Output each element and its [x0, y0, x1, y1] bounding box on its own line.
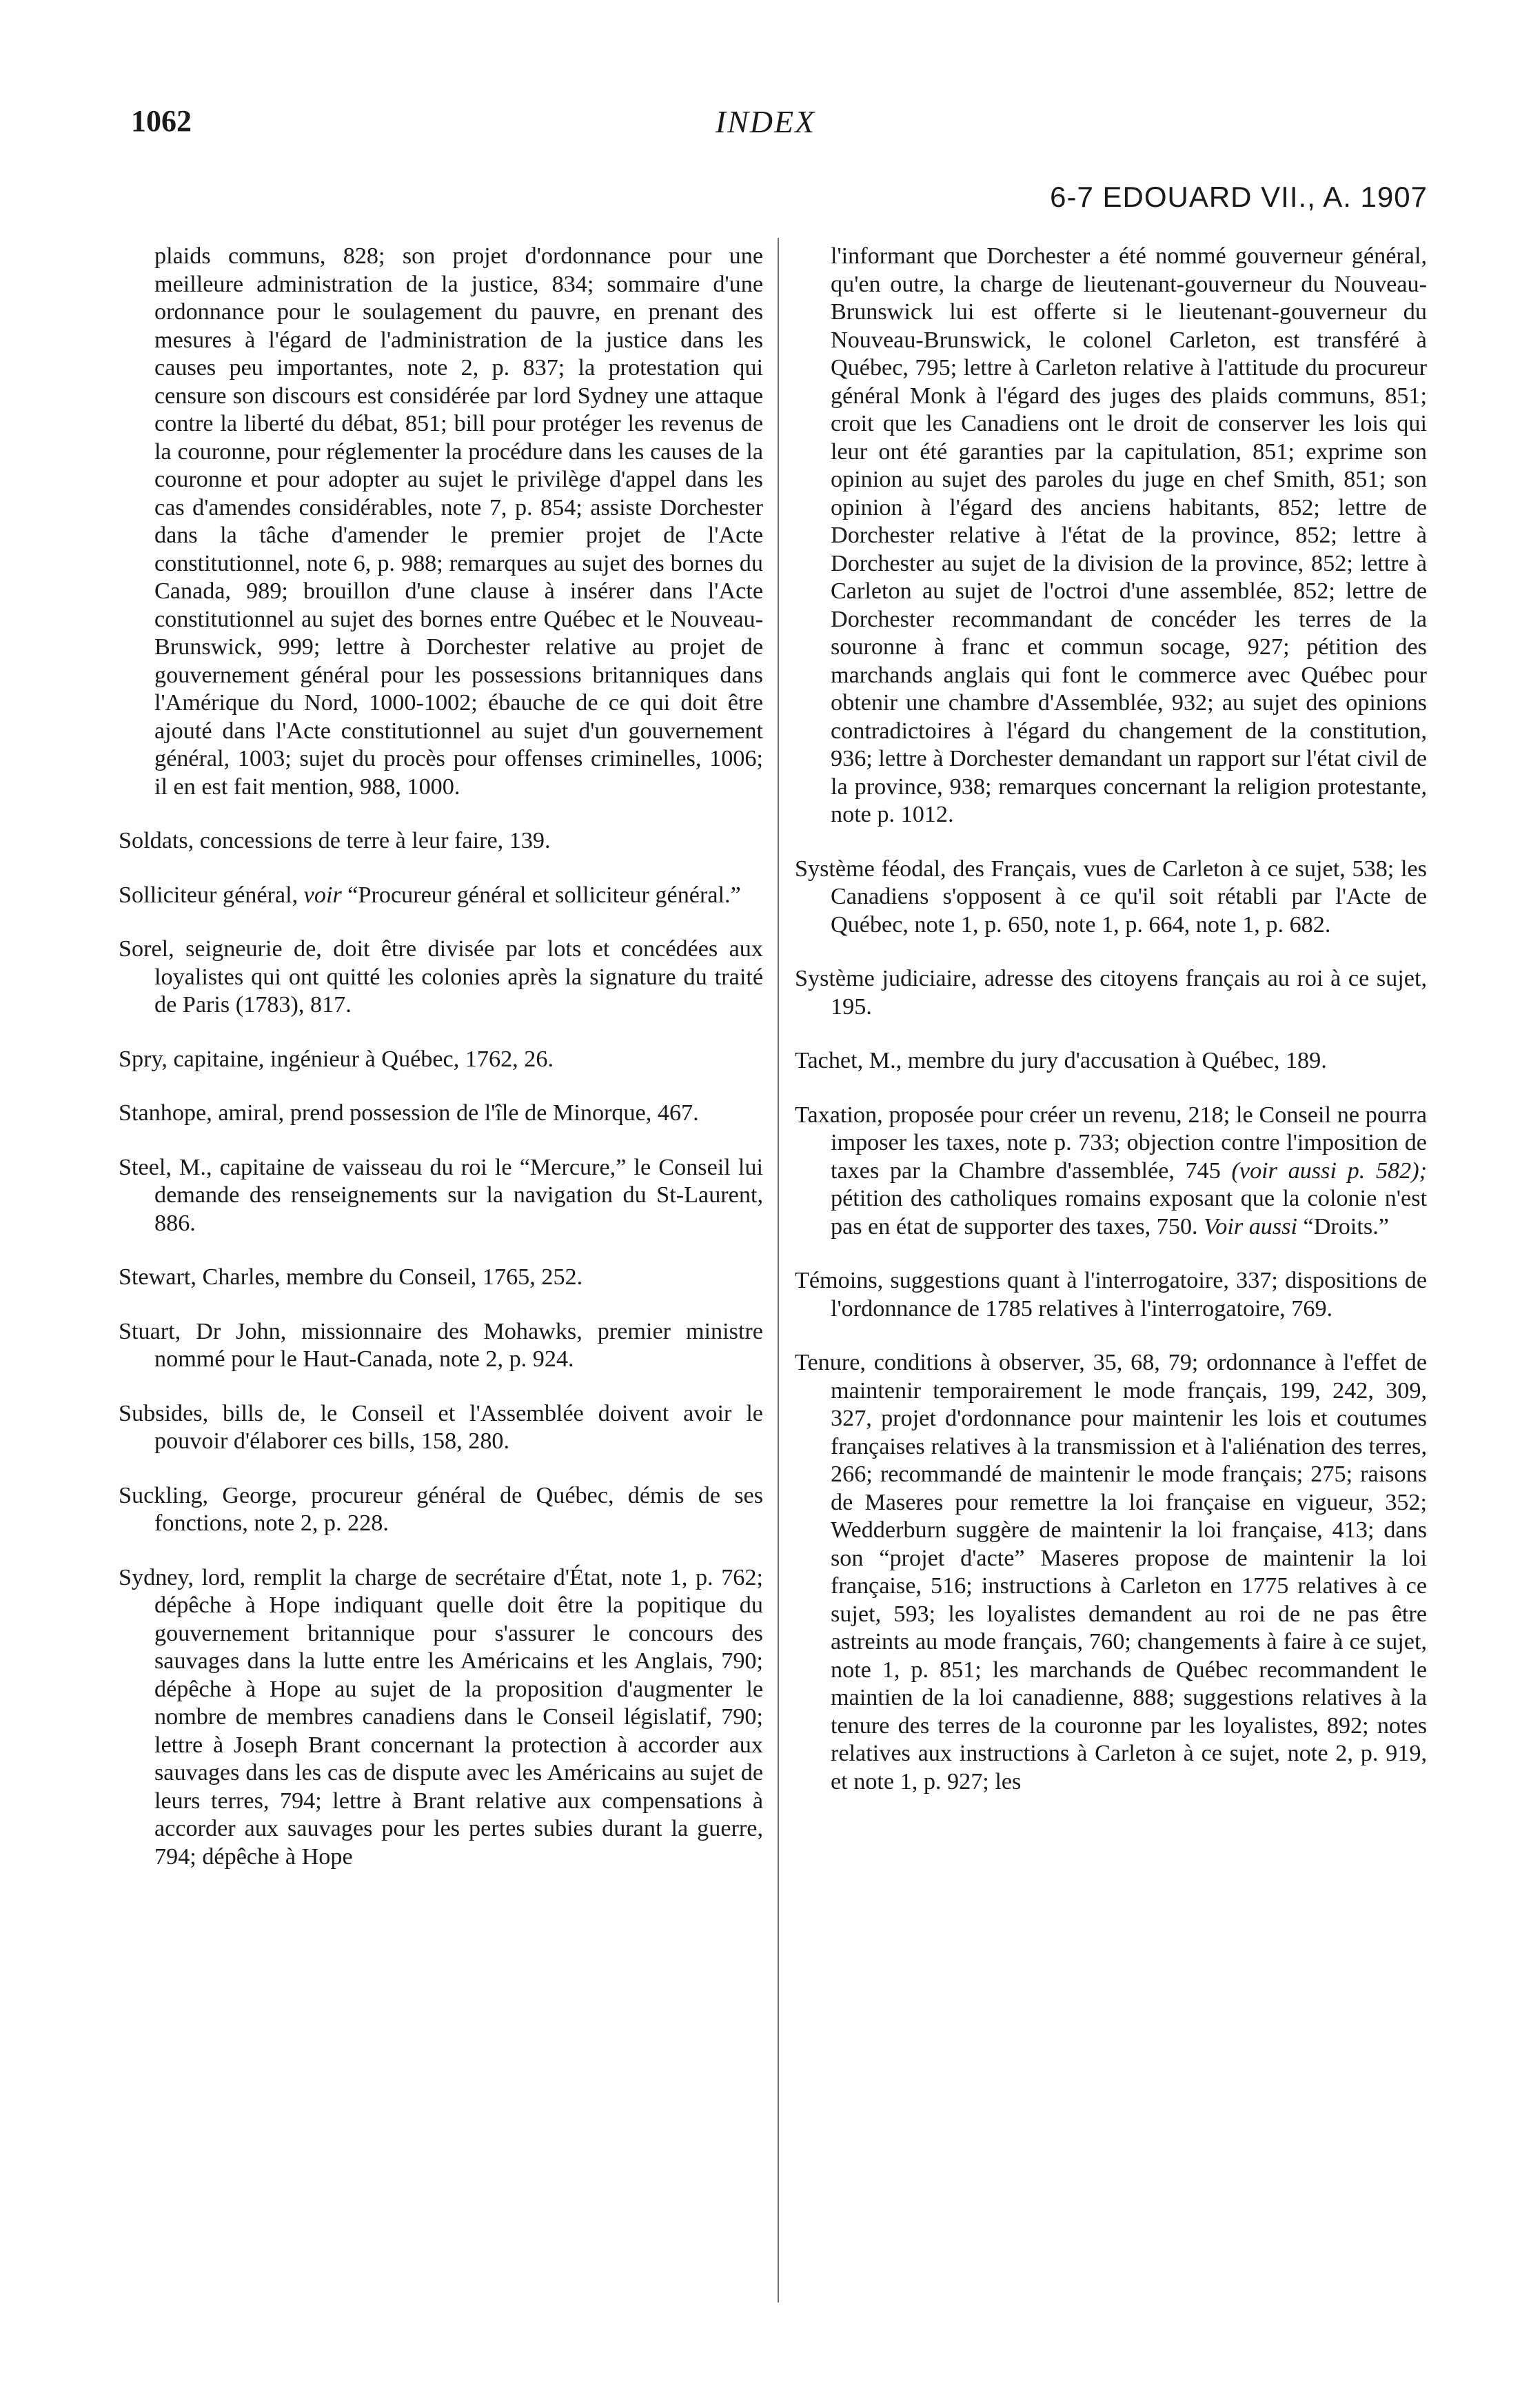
right-column — [795, 243, 1427, 1822]
column-divider — [778, 238, 779, 2303]
entry-text: pétition des catholiques romains exposant que la colonie n'est pas en état de supporter des taxes, 750. — [831, 1186, 1427, 1240]
index-entry-continuation: plaids communs, 828; son projet d'ordonnance pour une meilleure administration de la justice, 834; sommaire d'une ordonnance pour le soulagement du pauvre, en prenant des mesures à l'égard de l'administration de la justice dans les causes peu importantes, note 2, p. 837; la protestation qui censure son discours est considérée par lord Sydney une attaque contre la liberté du débat, 851; bill pour protéger les revenus de la couronne, pour réglementer la procédure dans les causes de la couronne et pour adopter au sujet le privilège d'appel dans les cas d'amendes considérables, note 7, p. 854; assiste Dorchester dans la tâche d'amender le premier projet de l'Acte constitutionnel, note 6, p. 988; remarques au sujet des bornes du Canada, 989; brouillon d'une clause à insérer dans l'Acte constitutionnel au sujet des bornes entre Québec et le Nouveau-Brunswick, 999; lettre à Dorchester relative au projet de gouvernement général pour les possessions britanniques dans l'Amérique du Nord, 1000-1002; ébauche de ce qui doit être ajouté dans l'Acte constitutionnel au sujet d'un gouvernement général, 1003; sujet du procès pour offenses criminelles, 1006; il en est fait mention, 988, 1000. — [154, 243, 763, 800]
index-entry-continuation: l'informant que Dorchester a été nommé gouverneur général, qu'en outre, la charge de lieutenant-gouverneur du Nouveau-Brunswick lui est offerte si le lieutenant-gouverneur du Nouveau-Brunswick, le colonel Carleton, est transféré à Québec, 795; lettre à Carleton relative à l'attitude du procureur général Monk à l'égard des juges des plaids communs, 851; croit que les Canadiens ont le droit de conserver les lois qui leur ont été garanties par la capitulation, 851; exprime son opinion au sujet des paroles du juge en chef Smith, 851; son opinion à l'égard des anciens habitants, 852; lettre de Dorchester relative à l'état de la province, 852; lettre à Dorchester au sujet de la division de la province, 852; lettre à Carleton au sujet de l'octroi d'une assemblée, 852; lettre de Dorchester recommandant de concéder les terres de la souronne à franc et commun socage, 927; pétition des marchands anglais qui font le commerce avec Québec pour obtenir une chambre d'Assemblée, 932; au sujet des opinions contradictoires à l'égard du changement de la constitution, 936; lettre à Dorchester demandant un rapport sur l'état civil de la province, 938; remarques concernant la religion protestante, note p. 1012. — [831, 243, 1427, 827]
index-entry-sydney: Sydney, lord, remplit la charge de secrétaire d'État, note 1, p. 762; dépêche à Hope indiquant quelle doit être la popitique du gouvernement britannique pour s'assurer le concours des sauvages dans la lutte entre les Américains et les Anglais, 790; dépêche à Hope au sujet de la proposition d'augmenter le nombre de membres canadiens dans le Conseil législatif, 790; lettre à Joseph Brant concernant la protection à accorder aux sauvages dans les cas de dispute avec les Américains au sujet de leurs terres, 794; lettre à Brant relative aux compensations à accorder aux sauvages pour les pertes subies durant la guerre, 794; dépêche à Hope — [119, 1564, 763, 1870]
index-entry-stanhope: Stanhope, amiral, prend possession de l'île de Minorque, 467. — [119, 1100, 699, 1126]
index-entry-systeme-judiciaire: Système judiciaire, adresse des citoyens français au roi à ce sujet, 195. — [795, 966, 1427, 1020]
index-entry-soldats: Soldats, concessions de terre à leur faire, 139. — [119, 828, 551, 853]
index-entry-systeme-feodal: Système féodal, des Français, vues de Carleton à ce sujet, 538; les Canadiens s'opposent à ce qu'il soit rétabli par l'Acte de Québec, note 1, p. 650, note 1, p. 664, note 1, p. 682. — [795, 856, 1427, 938]
cross-reference-voir: voir — [303, 882, 342, 908]
entry-text: “Droits.” — [1303, 1213, 1389, 1240]
entry-text: “Procureur général et solliciteur général.” — [347, 882, 741, 908]
cross-reference-voir-aussi: Voir aussi — [1204, 1213, 1297, 1240]
index-entry-taxation — [795, 1102, 1427, 1242]
page-number: 1062 — [131, 104, 192, 138]
index-entry-solliciteur — [119, 882, 763, 910]
cross-reference-voir-aussi: (voir aussi p. 582); — [1231, 1157, 1427, 1184]
index-entry-steel: Steel, M., capitaine de vaisseau du roi le “Mercure,” le Conseil lui demande des renseignements sur la navigation du St-Laurent, 886. — [119, 1154, 763, 1236]
index-entry-temoins: Témoins, suggestions quant à l'interrogatoire, 337; dispositions de l'ordonnance de 1785 relatives à l'interrogatoire, 769. — [795, 1268, 1427, 1322]
index-entry-tenure: Tenure, conditions à observer, 35, 68, 79; ordonnance à l'effet de maintenir temporairement le mode français, 199, 242, 309, 327, projet d'ordonnance pour maintenir les lois et coutumes françaises relatives à la transmission et à l'aliénation des terres, 266; recommandé de maintenir le mode français; 275; raisons de Maseres pour remettre la loi française en vigueur, 352; Wedderburn suggère de maintenir la loi française, 413; dans son “projet d'acte” Maseres propose de maintenir la loi française, 516; instructions à Carleton en 1775 relatives à ce sujet, 593; les loyalistes demandent au roi de ne pas être astreints au mode français, 760; changements à faire à ce sujet, note 1, p. 851; les marchands de Québec recommandent le maintien de la loi canadienne, 888; suggestions relatives à la tenure des terres de la couronne par les loyalistes, 892; notes relatives aux instructions à Carleton à ce sujet, note 2, p. 919, et note 1, p. 927; les — [795, 1350, 1427, 1794]
edition-line: 6-7 EDOUARD VII., A. 1907 — [1050, 181, 1428, 213]
index-entry-subsides: Subsides, bills de, le Conseil et l'Assemblée doivent avoir le pouvoir d'élaborer ces bills, 158, 280. — [119, 1400, 763, 1454]
index-entry-stewart: Stewart, Charles, membre du Conseil, 1765, 252. — [119, 1264, 583, 1290]
running-head: INDEX — [715, 104, 816, 139]
index-entry-tachet: Tachet, M., membre du jury d'accusation à Québec, 189. — [795, 1048, 1327, 1073]
index-entry-stuart: Stuart, Dr John, missionnaire des Mohawks, premier ministre nommé pour le Haut-Canada, note 2, p. 924. — [119, 1318, 763, 1372]
entry-text: Solliciteur général, — [119, 882, 298, 908]
index-entry-sorel: Sorel, seigneurie de, doit être divisée par lots et concédées aux loyalistes qui ont quitté les colonies après la signature du traité de Paris (1783), 817. — [119, 936, 763, 1018]
index-entry-spry: Spry, capitaine, ingénieur à Québec, 1762, 26. — [119, 1046, 554, 1072]
entry-text: Taxation, proposée pour créer un revenu, 218; le Conseil ne pourra imposer les taxes, note p. 733; objection contre l'imposition de taxes par la Chambre d'assemblée, 745 — [795, 1102, 1427, 1184]
left-column — [119, 243, 763, 1897]
index-entry-suckling: Suckling, George, procureur général de Québec, démis de ses fonctions, note 2, p. 228. — [119, 1482, 763, 1536]
